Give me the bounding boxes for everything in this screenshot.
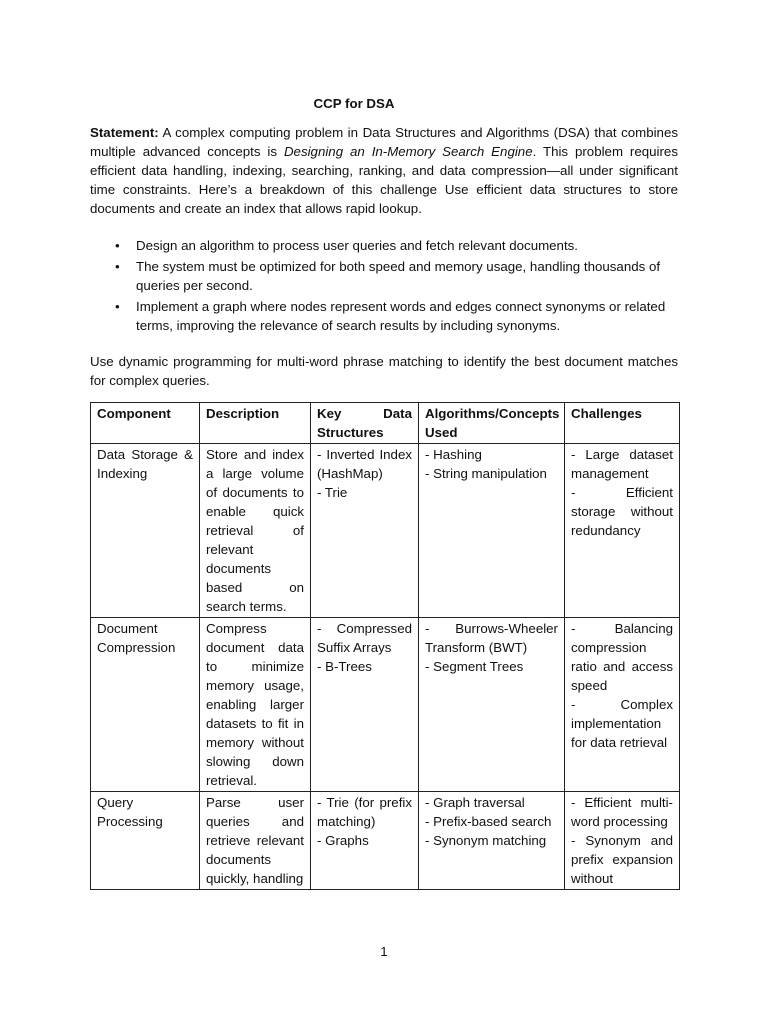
bullet-icon: • — [115, 299, 120, 314]
cell-line: - B-Trees — [317, 659, 372, 674]
page-title: CCP for DSA — [313, 96, 395, 111]
cell-description: Parse user queries and retrieve relevant documents quickly, handling — [200, 792, 311, 890]
cell-line: - Complex implementation for data retrieval — [571, 697, 673, 750]
components-table — [90, 402, 680, 890]
bullet-text: The system must be optimized for both speed and memory usage, handling thousands of queries per second. — [136, 259, 661, 293]
statement-text-after: . This problem requires efficient data handling, indexing, searching, ranking, and data compression—all under significant time constraints. Here’s a breakdown of this challenge Use efficient data structures to store documents and create an index that allows rapid lookup. — [90, 144, 678, 216]
cell-algorithms — [419, 618, 565, 792]
cell-description: Store and index a large volume of documents to enable quick retrieval of relevant documents based on search terms. — [200, 444, 311, 618]
cell-line: - Synonym matching — [425, 833, 547, 848]
table-header-row — [91, 403, 680, 444]
table-row — [91, 444, 680, 618]
table-row — [91, 618, 680, 792]
cell-challenges — [565, 444, 680, 618]
cell-structures — [311, 444, 419, 618]
list-item — [90, 257, 678, 295]
cell-algorithms — [419, 792, 565, 890]
cell-component: Query Processing — [91, 792, 200, 890]
header-description: Description — [200, 403, 311, 444]
cell-line: - Large dataset management — [571, 447, 673, 481]
cell-description: Compress document data to minimize memory usage, enabling larger datasets to fit in memory without slowing down retrieval. — [200, 618, 311, 792]
cell-line: - Inverted Index (HashMap) — [317, 447, 412, 481]
cell-structures — [311, 792, 419, 890]
header-challenges: Challenges — [565, 403, 680, 444]
cell-line: - Segment Trees — [425, 659, 524, 674]
cell-line: - Graph traversal — [425, 795, 525, 810]
header-key-data-structures: Key Data Structures — [311, 403, 419, 444]
bullet-icon: • — [115, 259, 120, 274]
statement-emphasis: Designing an In-Memory Search Engine — [283, 144, 533, 159]
statement-text-before: A complex computing problem in Data Structures and Algorithms (DSA) that combines multiple advanced concepts is — [90, 125, 678, 159]
cell-component: Data Storage & Indexing — [91, 444, 200, 618]
header-component: Component — [91, 403, 200, 444]
cell-line: - Efficient storage without redundancy — [571, 485, 673, 538]
cell-line: - Prefix-based search — [425, 814, 552, 829]
bullet-list — [90, 236, 678, 337]
bullet-icon: • — [115, 238, 120, 253]
cell-line: - Burrows-Wheeler Transform (BWT) — [425, 621, 558, 655]
header-algorithms: Algorithms/Concepts Used — [419, 403, 565, 444]
dp-paragraph: Use dynamic programming for multi-word phrase matching to identify the best document matches for complex queries. — [90, 354, 678, 388]
cell-line: - Trie (for prefix matching) — [317, 795, 412, 829]
cell-challenges — [565, 792, 680, 890]
table-row — [91, 792, 680, 890]
page-number: 1 — [380, 944, 388, 959]
cell-component: Document Compression — [91, 618, 200, 792]
statement-paragraph — [90, 123, 678, 218]
cell-challenges — [565, 618, 680, 792]
cell-line: - Synonym and prefix expansion without — [571, 833, 673, 886]
cell-line: - Balancing compression ratio and access speed — [571, 621, 673, 693]
cell-structures — [311, 618, 419, 792]
bullet-text: Design an algorithm to process user queries and fetch relevant documents. — [136, 238, 578, 253]
cell-line: - Graphs — [317, 833, 369, 848]
cell-algorithms — [419, 444, 565, 618]
cell-line: - Hashing — [425, 447, 482, 462]
cell-line: - Efficient multi-word processing — [571, 795, 673, 829]
bullet-text: Implement a graph where nodes represent words and edges connect synonyms or related terms, improving the relevance of search results by including synonyms. — [136, 299, 666, 333]
cell-line: - Compressed Suffix Arrays — [317, 621, 412, 655]
list-item — [90, 236, 678, 255]
cell-line: - Trie — [317, 485, 348, 500]
list-item — [90, 297, 678, 335]
statement-label: Statement: — [90, 125, 159, 140]
cell-line: - String manipulation — [425, 466, 547, 481]
